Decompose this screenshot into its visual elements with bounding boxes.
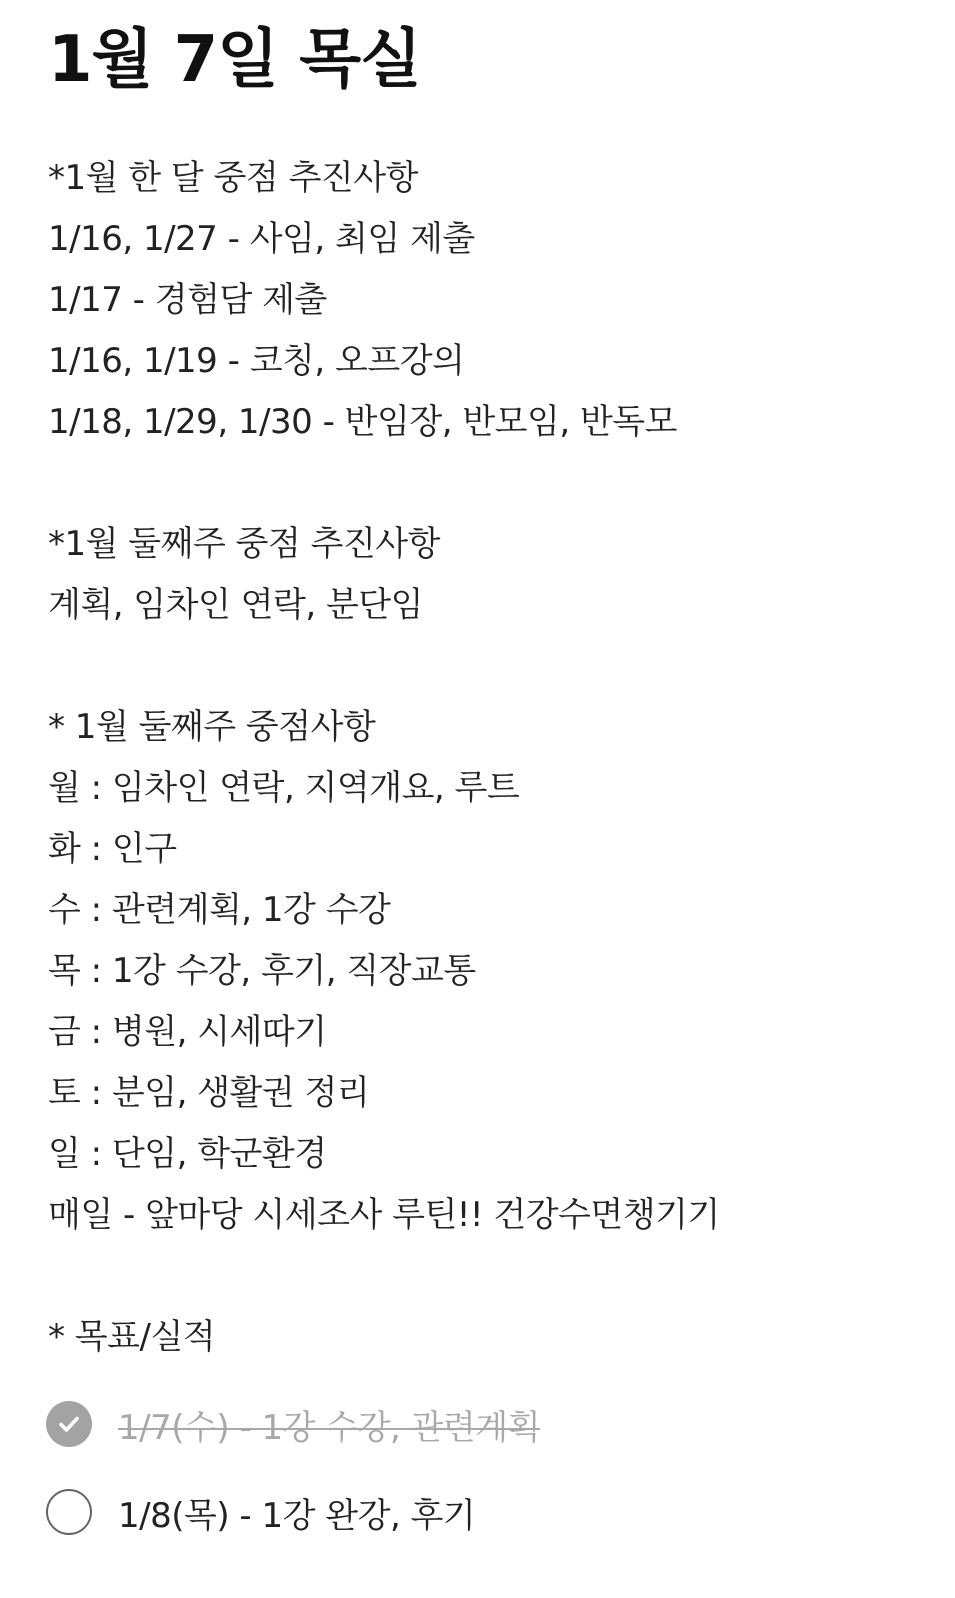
blank-line <box>48 453 928 514</box>
checklist-item-label: 1/8(목) - 1강 완강, 후기 <box>118 1495 476 1536</box>
text-line: 계획, 임차인 연락, 분단임 <box>48 585 423 625</box>
text-line: 금 : 병원, 시세따기 <box>48 1012 327 1052</box>
text-line: 1/17 - 경험담 제출 <box>48 280 327 320</box>
text-line: 일 : 단임, 학군환경 <box>48 1134 327 1174</box>
memo-body[interactable] <box>48 148 928 1368</box>
checklist-item[interactable] <box>46 1468 926 1556</box>
text-line: 1/16, 1/19 - 코칭, 오프강의 <box>48 341 465 381</box>
text-line: *1월 한 달 중점 추진사항 <box>48 158 418 198</box>
checklist-item[interactable] <box>46 1380 926 1468</box>
text-line: * 1월 둘째주 중점사항 <box>48 707 376 747</box>
page-title: 1월 7일 목실 <box>48 23 421 97</box>
text-line: 1/18, 1/29, 1/30 - 반임장, 반모임, 반독모 <box>48 402 677 442</box>
checklist-item-label: 1/7(수) - 1강 수강, 관련계획 <box>118 1407 540 1448</box>
text-line: * 목표/실적 <box>48 1317 216 1357</box>
text-line: 매일 - 앞마당 시세조사 루틴!! 건강수면챙기기 <box>48 1195 720 1235</box>
text-line: 화 : 인구 <box>48 829 177 869</box>
text-line: 수 : 관련계획, 1강 수강 <box>48 890 391 930</box>
text-line: 목 : 1강 수강, 후기, 직장교통 <box>48 951 476 991</box>
blank-line <box>48 636 928 697</box>
checkmark-icon <box>56 1411 82 1437</box>
checked-circle-icon[interactable] <box>46 1401 92 1447</box>
blank-line <box>48 1246 928 1307</box>
text-line: *1월 둘째주 중점 추진사항 <box>48 524 440 564</box>
checklist <box>46 1380 926 1556</box>
text-line: 1/16, 1/27 - 사임, 최임 제출 <box>48 219 475 259</box>
text-line: 월 : 임차인 연락, 지역개요, 루트 <box>48 768 520 808</box>
text-line: 토 : 분임, 생활권 정리 <box>48 1073 370 1113</box>
empty-circle-icon[interactable] <box>46 1489 92 1535</box>
